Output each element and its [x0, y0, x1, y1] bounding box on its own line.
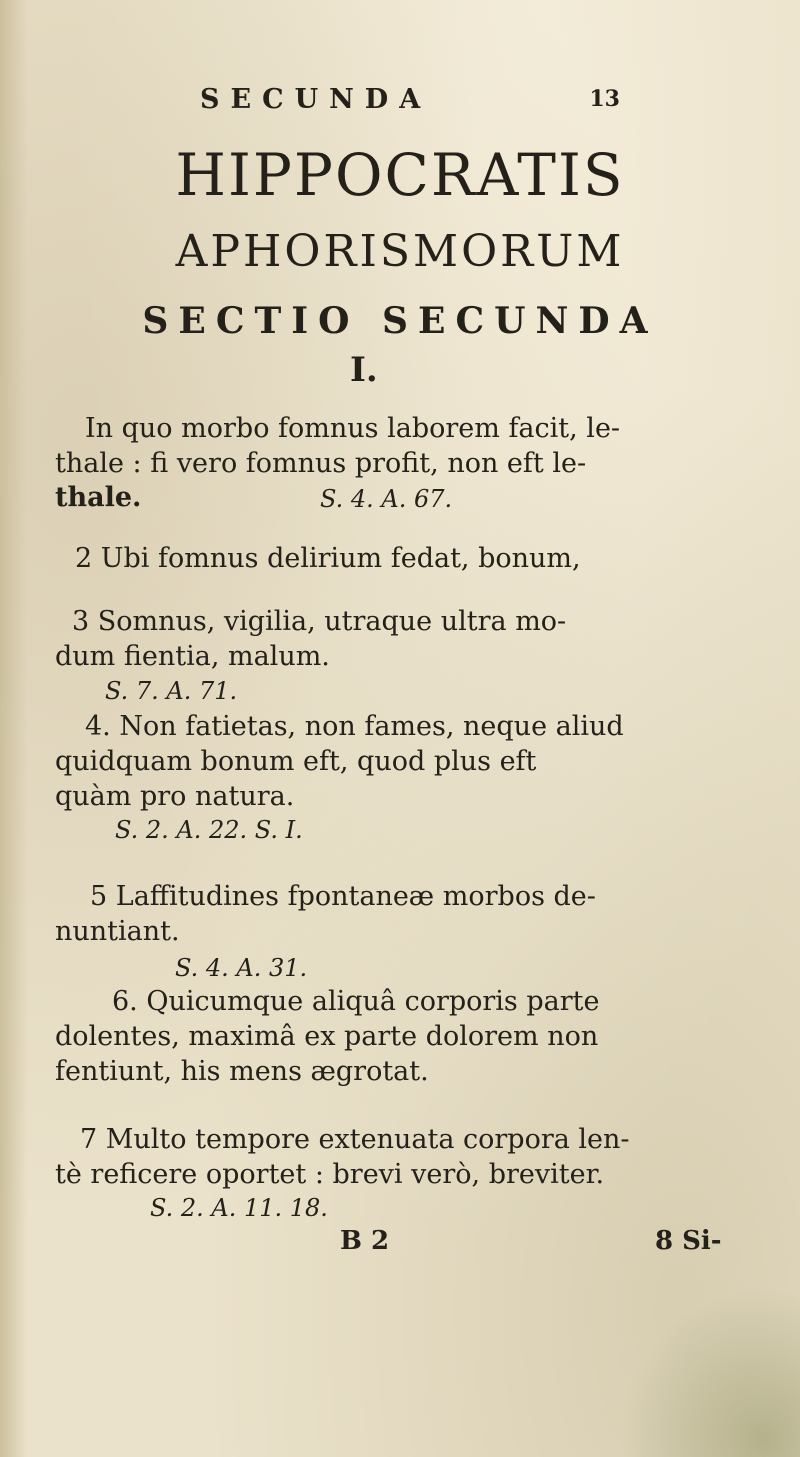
aphorism-4-line-3: quàm pro natura.: [55, 781, 295, 812]
aphorism-4-line-2: quidquam bonum eft, quod plus eft: [55, 746, 537, 777]
title-work: APHORISMORUM: [175, 226, 625, 277]
signature-mark: B 2: [340, 1226, 390, 1256]
title-author: HIPPOCRATIS: [175, 141, 625, 209]
running-title: SECUNDA: [200, 84, 432, 115]
aphorism-5-line-1: 5 Laffitudines fpontaneæ morbos de-: [90, 881, 596, 912]
aphorism-6-line-3: fentiunt, his mens ægrotat.: [55, 1056, 429, 1087]
running-head: [200, 84, 620, 124]
page-number: 13: [589, 86, 620, 112]
aphorism-7-line-2: tè reficere oportet : brevi verò, breviter.: [55, 1159, 605, 1190]
aphorism-4-line-1: 4. Non fatietas, non fames, neque aliud: [85, 711, 624, 742]
aphorism-1-line-3: thale.: [55, 482, 142, 513]
aphorism-5-reference: S. 4. A. 31.: [175, 954, 308, 982]
title-section: SECTIO SECUNDA: [142, 300, 658, 342]
section-numeral: I.: [350, 350, 378, 390]
catchword: 8 Si-: [655, 1226, 722, 1256]
aphorism-3-line-1: 3 Somnus, vigilia, utraque ultra mo-: [72, 606, 567, 637]
aphorism-1-line-2: thale : fi vero fomnus profit, non eft le-: [55, 448, 587, 479]
aphorism-3-reference: S. 7. A. 71.: [105, 677, 238, 705]
aphorism-6-line-1: 6. Quicumque aliquâ corporis parte: [112, 986, 600, 1017]
page-gutter-shadow: [0, 0, 28, 1457]
aphorism-3-line-2: dum fientia, malum.: [55, 641, 330, 672]
aphorism-1-reference: S. 4. A. 67.: [320, 485, 453, 513]
aphorism-7-line-1: 7 Multo tempore extenuata corpora len-: [80, 1124, 630, 1155]
aphorism-5-line-2: nuntiant.: [55, 916, 180, 947]
aphorism-7-reference: S. 2. A. 11. 18.: [150, 1194, 328, 1222]
page-stain: [620, 1287, 800, 1457]
aphorism-6-line-2: dolentes, maximâ ex parte dolorem non: [55, 1021, 599, 1052]
aphorism-2-line-1: 2 Ubi fomnus delirium fedat, bonum,: [75, 543, 581, 574]
aphorism-4-reference: S. 2. A. 22. S. I.: [115, 816, 303, 844]
aphorism-1-line-1: In quo morbo fomnus laborem facit, le-: [85, 413, 621, 444]
